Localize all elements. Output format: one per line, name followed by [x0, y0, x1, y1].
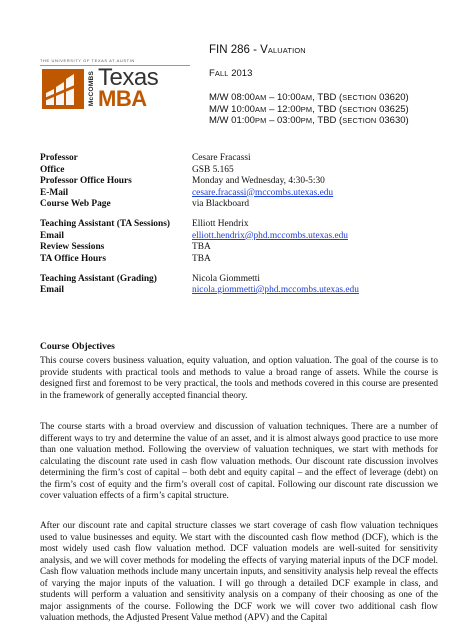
- professor-label: Professor: [40, 153, 78, 163]
- office-label: Office: [40, 164, 65, 175]
- logo-texas-word: Texas: [98, 64, 159, 91]
- ta-email-link[interactable]: elliott.hendrix@phd.mccombs.utexas.edu: [192, 230, 348, 241]
- office-hours-label: Professor Office Hours: [40, 176, 132, 186]
- ta-grading-label: Teaching Assistant (Grading): [40, 273, 157, 284]
- info-row-ta-office-hours: [40, 254, 440, 266]
- info-spacer: [40, 265, 440, 274]
- ta-sessions-value: Elliott Hendrix: [192, 219, 249, 229]
- info-row-grader-email: [40, 285, 440, 297]
- section-schedule-line: M/W 01:00PM – 03:00PM, TBD (SECTION 03630): [209, 115, 409, 126]
- info-spacer: [40, 211, 440, 220]
- mccombs-texas-mba-logo: [40, 58, 190, 114]
- course-term: FALL 2013: [209, 68, 253, 79]
- professor-value: Cesare Fracassi: [192, 153, 251, 163]
- review-sessions-value: TBA: [192, 242, 211, 252]
- course-title: FIN 286 - VALUATION: [209, 44, 306, 56]
- info-row-ta-sessions: [40, 219, 440, 231]
- info-row-ta-email: [40, 231, 440, 243]
- grader-email-link[interactable]: nicola.giommetti@phd.mccombs.utexas.edu: [192, 285, 359, 295]
- ta-email-label: Email: [40, 230, 64, 241]
- info-row-ta-grading: [40, 274, 440, 286]
- ta-office-hours-label: TA Office Hours: [40, 253, 106, 264]
- info-row-office: [40, 165, 440, 177]
- objectives-paragraph-3: After our discount rate and capital structure classes we start coverage of cash flow valuation techniques used to value businesses and equity. We start with the discounted cash flow method (DCF), which is the most widely used cash flow valuation method. DCF valuation models are well-suited for sensitivity analysis, and we will cover methods for modeling the effects of varying material inputs of the DCF model. Cash flow valuation methods include many uncertain inputs, and sensitivity analysis help reveal the effects of varying the major inputs of the valuation. I will go through a detailed DCF example in class, and students will perform a valuation and sensitivity analysis on a company of their choosing as one of the major assignments of the course. Following the DCF work we will cover two additional cash flow valuation methods, the Adjusted Present Value method (APV) and the Capital: [40, 521, 438, 624]
- logo-mba-word: MBA: [98, 86, 147, 111]
- objectives-paragraph-1: This course covers business valuation, equity valuation, and option valuation. The goal of the course is to provide students with practical tools and methods to value a broad range of assets. While the course is designed first and foremost to be very practical, the tools and methods covered in this course are presented in the framework of generally accepted financial theory.: [40, 356, 438, 401]
- webpage-label: Course Web Page: [40, 199, 111, 209]
- course-info-table: [40, 153, 440, 297]
- info-row-review-sessions: [40, 242, 440, 254]
- office-value: GSB 5.165: [192, 164, 234, 175]
- ta-office-hours-value: TBA: [192, 253, 211, 264]
- course-objectives-heading: Course Objectives: [40, 341, 115, 352]
- mccombs-vertical-label: McCOMBS: [88, 70, 96, 107]
- grader-email-label: Email: [40, 285, 64, 295]
- university-name-text: THE UNIVERSITY OF TEXAS AT AUSTIN: [40, 58, 135, 63]
- professor-email-link[interactable]: cesare.fracassi@mccombs.utexas.edu: [192, 187, 334, 198]
- ta-sessions-label: Teaching Assistant (TA Sessions): [40, 219, 170, 229]
- section-schedule-line: M/W 08:00AM – 10:00AM, TBD (SECTION 03620): [209, 92, 409, 103]
- email-label: E-Mail: [40, 187, 69, 198]
- info-row-email: [40, 188, 440, 200]
- section-schedule-line: M/W 10:00AM – 12:00PM, TBD (SECTION 03625): [209, 103, 409, 115]
- office-hours-value: Monday and Wednesday, 4:30-5:30: [192, 176, 325, 186]
- logo-emblem-icon: [42, 69, 84, 109]
- review-sessions-label: Review Sessions: [40, 242, 105, 252]
- ta-grading-value: Nicola Giommetti: [192, 273, 260, 284]
- info-row-office-hours: [40, 176, 440, 188]
- objectives-paragraph-2: The course starts with a broad overview and discussion of valuation techniques. There are a number of different ways to try and determine the value of an asset, and it is almost always good practice to use more than one valuation method. Following the overview of valuation techniques, we start with methods for calculating the discount rate used in cash flow valuation methods. Our discount rate discussion involves determining the firm’s cost of capital – both debt and equity capital – and the effect of leverage (debt) on the firm’s cost of equity and the firm’s overall cost of capital. Following our discount rate discussion we cover valuation effects of a firm’s capital structure.: [40, 422, 438, 502]
- info-row-webpage: [40, 199, 440, 211]
- webpage-value: via Blackboard: [192, 199, 250, 209]
- info-row-professor: [40, 153, 440, 165]
